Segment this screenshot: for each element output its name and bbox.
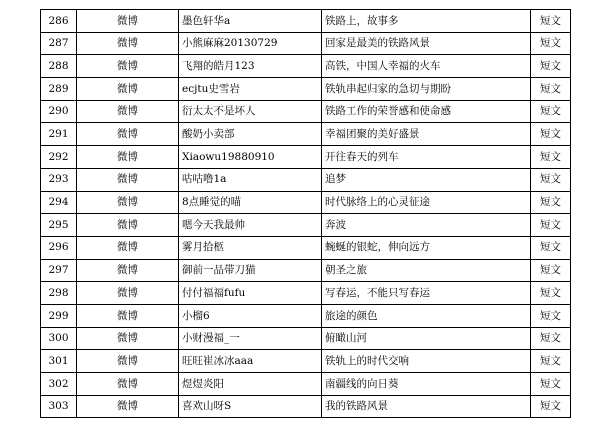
entry-title: 俯瞰山河 bbox=[322, 327, 531, 350]
entry-type: 短文 bbox=[531, 373, 571, 396]
entry-author: 墨色轩华a bbox=[179, 10, 322, 33]
entry-type: 短文 bbox=[531, 32, 571, 55]
entry-author: Xiaowu19880910 bbox=[179, 146, 322, 169]
entry-number: 290 bbox=[41, 100, 77, 123]
table-row bbox=[41, 146, 571, 169]
entry-source: 微博 bbox=[77, 373, 179, 396]
entry-type: 短文 bbox=[531, 191, 571, 214]
entry-source: 微博 bbox=[77, 123, 179, 146]
entry-author: 雾月拾柩 bbox=[179, 236, 322, 259]
entry-number: 286 bbox=[41, 10, 77, 33]
entry-author: 咕咕噜1a bbox=[179, 168, 322, 191]
entry-number: 302 bbox=[41, 373, 77, 396]
entry-title: 奔波 bbox=[322, 214, 531, 237]
entry-author: 飞翔的皓月123 bbox=[179, 55, 322, 78]
entry-number: 287 bbox=[41, 32, 77, 55]
entry-type: 短文 bbox=[531, 10, 571, 33]
entry-title: 幸福团聚的美好盛景 bbox=[322, 123, 531, 146]
entry-source: 微博 bbox=[77, 236, 179, 259]
entry-type: 短文 bbox=[531, 168, 571, 191]
entry-author: 煜煜炎阳 bbox=[179, 373, 322, 396]
entry-type: 短文 bbox=[531, 55, 571, 78]
entry-title: 时代脉络上的心灵征途 bbox=[322, 191, 531, 214]
entry-title: 回家是最美的铁路风景 bbox=[322, 32, 531, 55]
entry-number: 288 bbox=[41, 55, 77, 78]
entries-table-body bbox=[41, 10, 571, 418]
table-row bbox=[41, 282, 571, 305]
entry-type: 短文 bbox=[531, 236, 571, 259]
entry-source: 微博 bbox=[77, 10, 179, 33]
table-row bbox=[41, 32, 571, 55]
table-row bbox=[41, 236, 571, 259]
entry-title: 铁路上，故事多 bbox=[322, 10, 531, 33]
entry-title: 开往春天的列车 bbox=[322, 146, 531, 169]
table-row bbox=[41, 350, 571, 373]
entry-title: 追梦 bbox=[322, 168, 531, 191]
entry-number: 292 bbox=[41, 146, 77, 169]
entry-source: 微博 bbox=[77, 282, 179, 305]
table-row bbox=[41, 55, 571, 78]
table-row bbox=[41, 214, 571, 237]
entry-number: 300 bbox=[41, 327, 77, 350]
table-row bbox=[41, 100, 571, 123]
entry-type: 短文 bbox=[531, 78, 571, 101]
entry-source: 微博 bbox=[77, 32, 179, 55]
entry-author: 小熊麻麻20130729 bbox=[179, 32, 322, 55]
entry-source: 微博 bbox=[77, 55, 179, 78]
table-row bbox=[41, 327, 571, 350]
entry-title: 铁路工作的荣誉感和使命感 bbox=[322, 100, 531, 123]
entry-type: 短文 bbox=[531, 259, 571, 282]
table-row bbox=[41, 78, 571, 101]
entry-number: 297 bbox=[41, 259, 77, 282]
entry-source: 微博 bbox=[77, 350, 179, 373]
table-row bbox=[41, 123, 571, 146]
entry-author: 小榴6 bbox=[179, 304, 322, 327]
entry-type: 短文 bbox=[531, 146, 571, 169]
entry-type: 短文 bbox=[531, 395, 571, 418]
entry-type: 短文 bbox=[531, 282, 571, 305]
entry-author: 酸奶小卖部 bbox=[179, 123, 322, 146]
entry-source: 微博 bbox=[77, 214, 179, 237]
entry-type: 短文 bbox=[531, 123, 571, 146]
entry-number: 303 bbox=[41, 395, 77, 418]
entry-author: 小财漫福_一 bbox=[179, 327, 322, 350]
entry-title: 铁轨上的时代交响 bbox=[322, 350, 531, 373]
entry-author: 8点睡觉的喵 bbox=[179, 191, 322, 214]
entry-title: 南疆线的向日葵 bbox=[322, 373, 531, 396]
table-row bbox=[41, 10, 571, 33]
entry-source: 微博 bbox=[77, 304, 179, 327]
entry-type: 短文 bbox=[531, 327, 571, 350]
entry-number: 298 bbox=[41, 282, 77, 305]
entry-title: 我的铁路风景 bbox=[322, 395, 531, 418]
entry-author: 付付福福fufu bbox=[179, 282, 322, 305]
entry-source: 微博 bbox=[77, 168, 179, 191]
entry-title: 朝圣之旅 bbox=[322, 259, 531, 282]
entry-source: 微博 bbox=[77, 395, 179, 418]
entry-number: 296 bbox=[41, 236, 77, 259]
entry-title: 写春运，不能只写春运 bbox=[322, 282, 531, 305]
entry-number: 301 bbox=[41, 350, 77, 373]
entry-title: 高铁，中国人幸福的火车 bbox=[322, 55, 531, 78]
entry-number: 299 bbox=[41, 304, 77, 327]
entry-source: 微博 bbox=[77, 100, 179, 123]
entry-type: 短文 bbox=[531, 214, 571, 237]
table-row bbox=[41, 191, 571, 214]
entry-title: 铁轨串起归家的急切与期盼 bbox=[322, 78, 531, 101]
entries-table bbox=[40, 9, 571, 418]
entry-number: 289 bbox=[41, 78, 77, 101]
entry-title: 蜿蜒的银蛇，伸向远方 bbox=[322, 236, 531, 259]
entry-source: 微博 bbox=[77, 78, 179, 101]
entry-source: 微博 bbox=[77, 327, 179, 350]
entry-source: 微博 bbox=[77, 146, 179, 169]
entry-type: 短文 bbox=[531, 350, 571, 373]
entry-number: 294 bbox=[41, 191, 77, 214]
entry-author: 衍太太不是坏人 bbox=[179, 100, 322, 123]
table-row bbox=[41, 304, 571, 327]
entry-number: 291 bbox=[41, 123, 77, 146]
table-row bbox=[41, 259, 571, 282]
entry-author: ecjtu史雪岩 bbox=[179, 78, 322, 101]
entry-author: 喜欢山呀S bbox=[179, 395, 322, 418]
table-row bbox=[41, 395, 571, 418]
entry-author: 御前一品带刀猫 bbox=[179, 259, 322, 282]
entry-number: 293 bbox=[41, 168, 77, 191]
entry-number: 295 bbox=[41, 214, 77, 237]
table-row bbox=[41, 168, 571, 191]
entry-type: 短文 bbox=[531, 304, 571, 327]
entry-type: 短文 bbox=[531, 100, 571, 123]
entry-source: 微博 bbox=[77, 191, 179, 214]
entry-author: 嗯今天我最帅 bbox=[179, 214, 322, 237]
table-row bbox=[41, 373, 571, 396]
entry-source: 微博 bbox=[77, 259, 179, 282]
entry-author: 旺旺崔冰冰aaa bbox=[179, 350, 322, 373]
entry-title: 旅途的颜色 bbox=[322, 304, 531, 327]
